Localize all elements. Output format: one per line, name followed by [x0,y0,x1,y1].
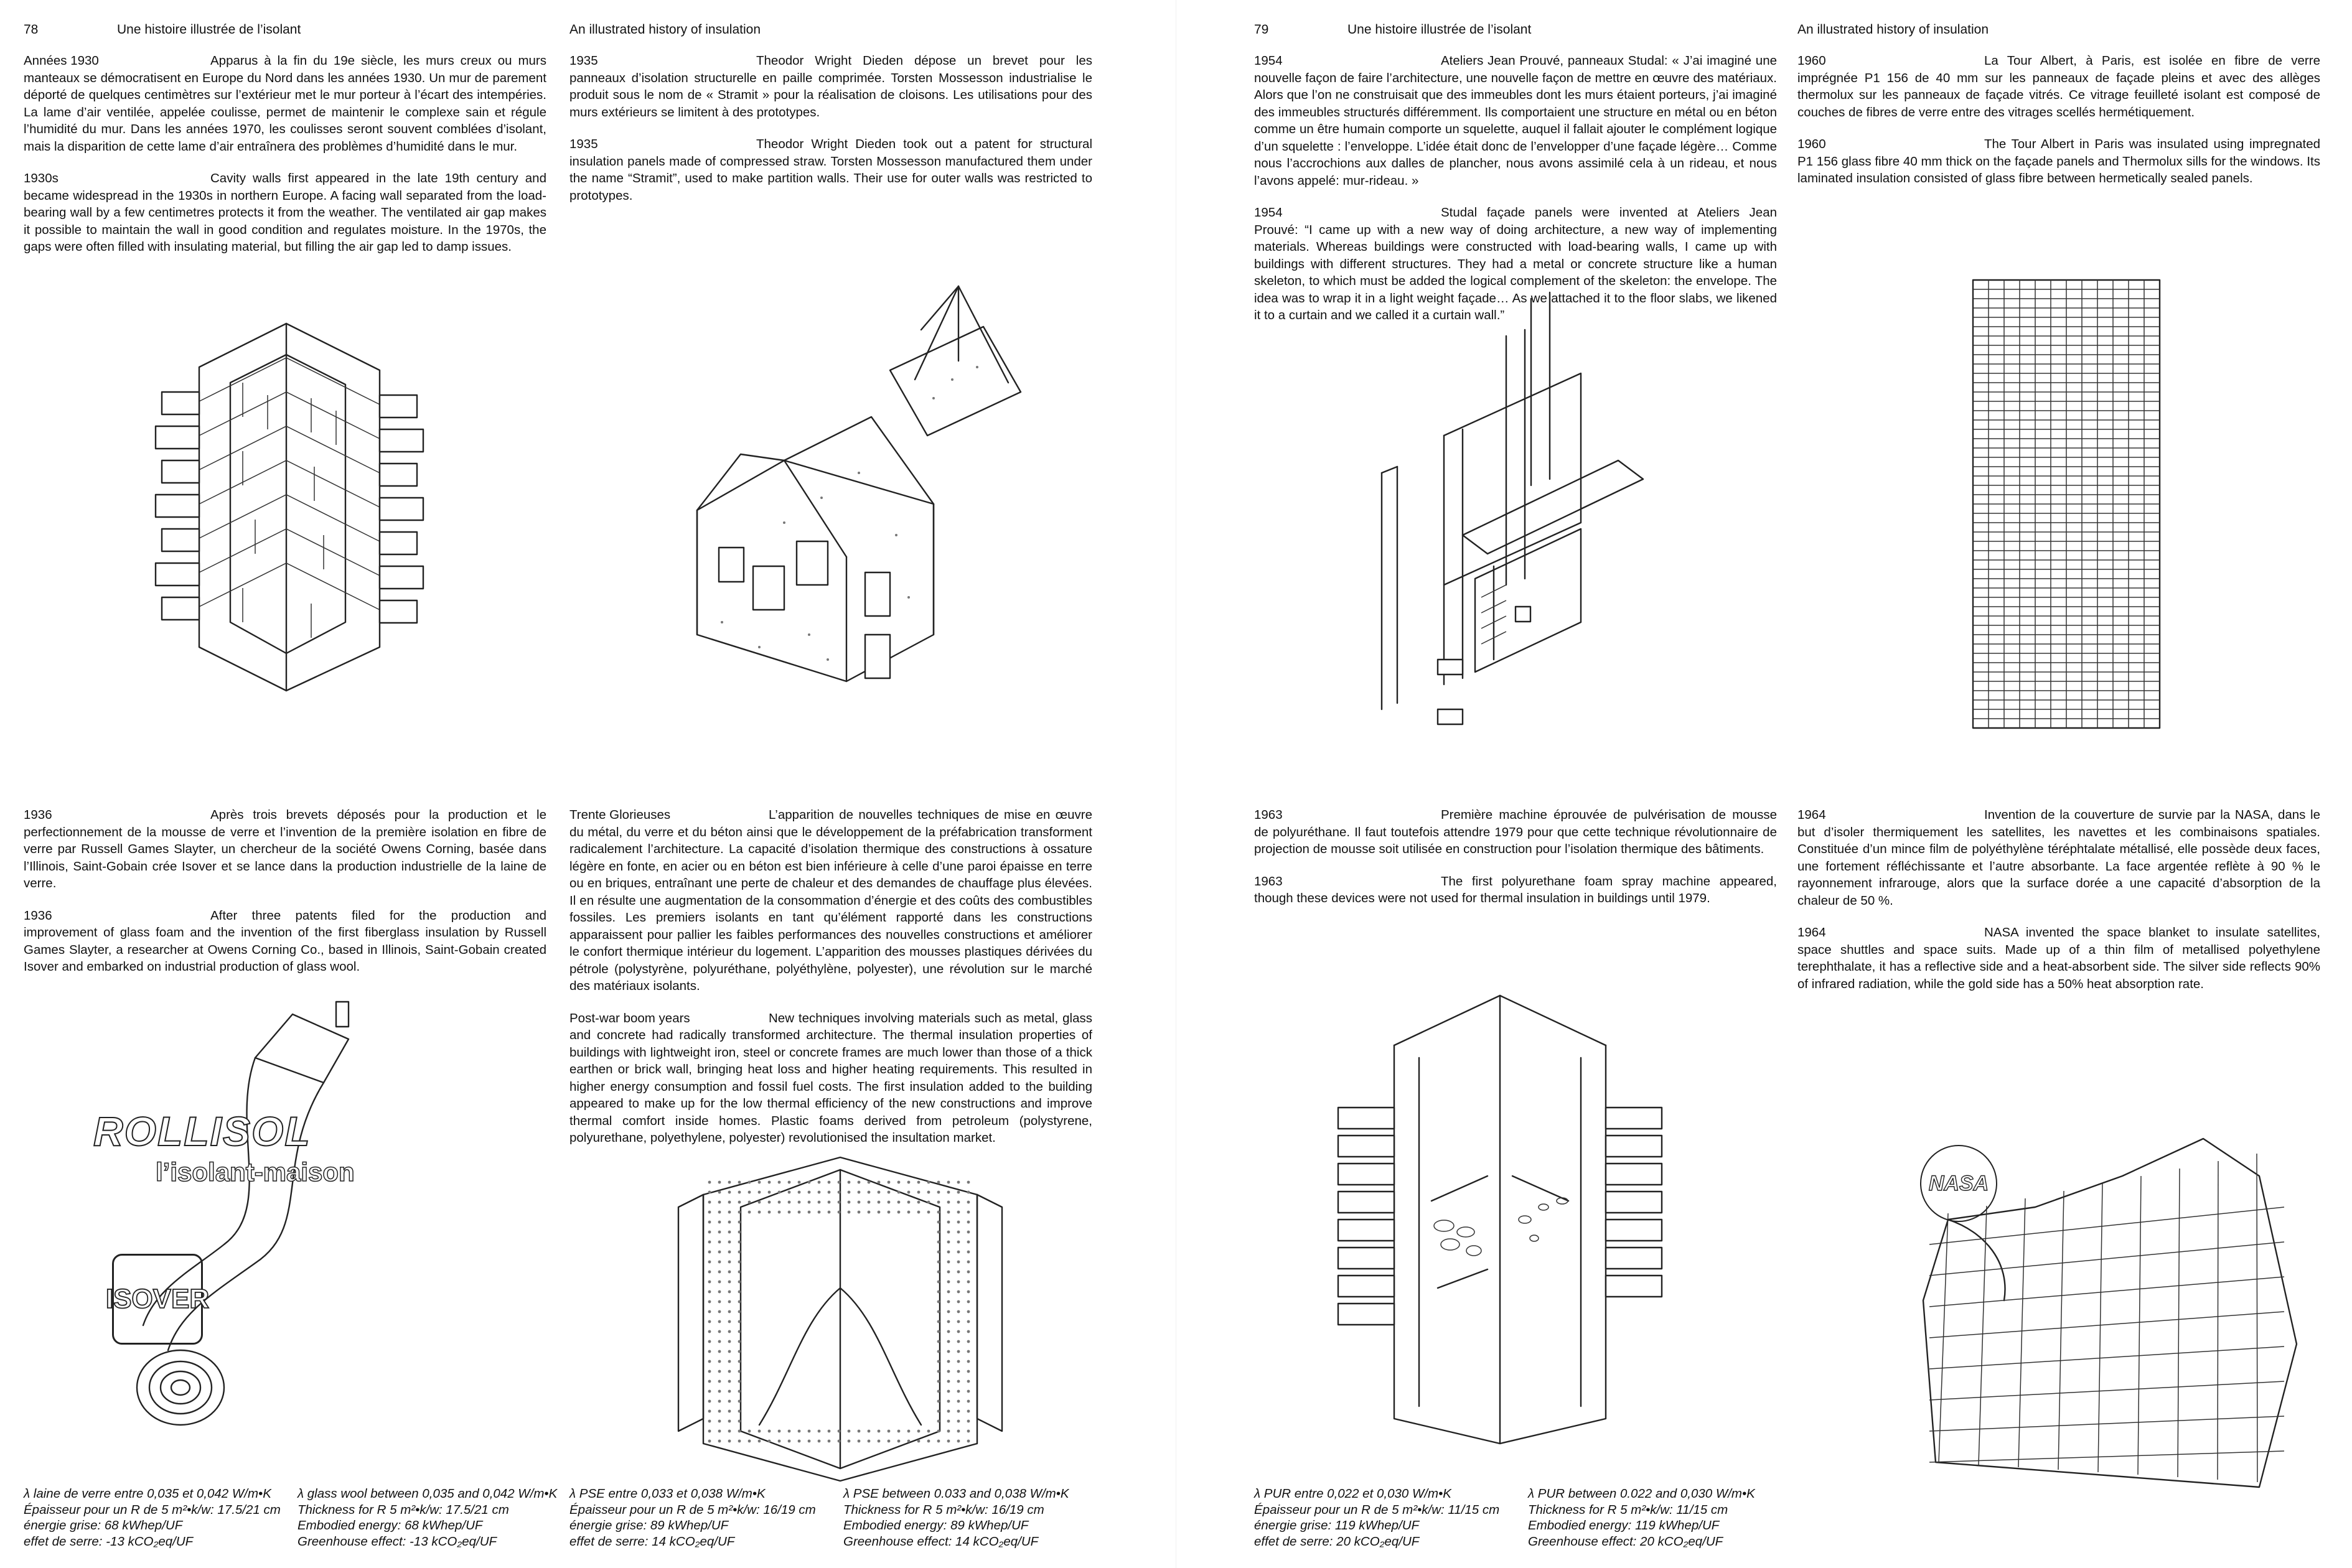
entry-year: Post-war boom years [569,1010,690,1025]
entry-en [24,170,546,256]
entry-year: 1954 [1254,205,1283,220]
text-column-1936 [24,806,546,991]
entry-year: 1960 [1797,54,1826,68]
entry-fr [1254,52,1777,189]
footnote-glass-wool-en [298,1486,559,1549]
footnote-pur-fr [1254,1486,1516,1549]
entry-year: 1930s [24,171,59,185]
entry-en [1797,136,2320,187]
nasa-logo: NASA [1928,1171,1989,1195]
nasa-logo-badge [1920,1145,1997,1222]
entry-en [569,136,1092,204]
entry-text: Invention de la couverture de survie par la NASA, dans le but d’isoler thermiquement les satellites, les navettes et les combinaisons spatiales. Constituée d’un mince film de polyéthylène téréphtalate métallisé, elle possède deux faces, une fortement réfléchissante et l’autre absorbante. La face argentée reflète à 90 % le rayonnement infrarouge, alors que la surface dorée a une capacité d’absorption de la chaleur de 50 %. [1797,808,2320,908]
footnote-line: λ PUR between 0.022 and 0,030 W/m•K [1528,1486,1755,1501]
footnote-glass-wool-fr [24,1486,285,1549]
footnote-line: λ PUR entre 0,022 et 0,030 W/m•K [1254,1486,1451,1501]
entry-fr [569,806,1092,995]
entry-text: Cavity walls first appeared in the late 19th century and became widespread in the 1930s in northern Europe. A facing wall separated from the load-bearing wall by a few centimetres protects it from the weather. The ventilated air gap makes it possible to maintain the wall in good condition and regulates moisture. In the 1970s, the gaps were often filled with insulating material, but filling the air gap led to damp issues. [24,171,546,254]
text-column-1935 [569,52,1092,219]
entry-year: 1954 [1254,54,1283,68]
footnote-line: Épaisseur pour un R de 5 m²•k/w: 16/19 cm [569,1502,816,1517]
entry-fr [24,806,546,892]
cavity-wall-illustration [100,299,473,709]
entry-text: Theodor Wright Dieden dépose un brevet pour les panneaux d’isolation structurelle en paille comprimée. Torsten Mossesson industrialise le produit sous le nom de « Stramit » pour la réalisation de cloisons. Les utilisations pour des murs extérieurs se limitent à des prototypes. [569,54,1092,119]
footnote-line: effet de serre: 20 kCO₂eq/UF [1254,1534,1420,1549]
entry-year: 1963 [1254,808,1283,822]
entry-text: Après trois brevets déposés pour la production et le perfectionnement de la mousse de verre et l’invention de la première isolation en fibre de verre par Russell Games Slayter, un chercheur de la société Owens Corning, basée dans l’Illinois, Saint-Gobain crée Isover et se lance dans la production industrielle de la laine de verre. [24,808,546,890]
footnote-line: Embodied energy: 119 kWhep/UF [1528,1518,1720,1533]
footnote-line: λ PSE between 0.033 and 0,038 W/m•K [843,1486,1069,1501]
footnote-line: λ glass wool between 0,035 and 0,042 W/m•K [298,1486,558,1501]
entry-fr [569,52,1092,121]
entry-text: NASA invented the space blanket to insulate satellites, space shuttles and space suits. Made up of a thin film of metallised polyethylene terephthalate, it has a reflective side and a heat-absorbent side. The silver side reflects 90% of infrared radiation, while the gold side has a 50% heat absorption rate. [1797,925,2320,991]
text-column-1964 [1797,806,2320,1007]
running-title-en-right: An illustrated history of insulation [1797,22,1989,37]
entry-year: 1936 [24,808,52,822]
entry-text: Apparus à la fin du 19e siècle, les murs creux ou murs manteaux se démocratisent en Europe du Nord dans les années 1930. Un mur de parement déporté de quelques centimètres sur l’extérieur met le mur porteur à l’écart des intempéries. La lame d’air ventilée, appelée coulisse, permet de maintenir le complexe sain et régule l’humidité du mur. Dans les années 1970, les coulisses seront souvent comblées d’isolant, mais la disparition de cette lame d’air entraînera des problèmes d’humidité dans le mur. [24,54,546,154]
entry-fr [24,52,546,155]
footnote-line: Embodied energy: 89 kWhep/UF [843,1518,1029,1533]
pur-wall-illustration [1313,996,1687,1444]
running-title-en-left: An illustrated history of insulation [569,22,761,37]
text-column-1930s [24,52,546,271]
text-column-1963 [1254,806,1777,922]
entry-text: The Tour Albert in Paris was insulated using impregnated P1 156 glass fibre 40 mm thick on the façade panels and Thermolux sills for the windows. Its laminated insulation consisted of glass fibre between hermetically sealed panels. [1797,137,2320,185]
footnote-line: effet de serre: -13 kCO₂eq/UF [24,1534,194,1549]
footnote-line: Thickness for R 5 m²•k/w: 17.5/21 cm [298,1502,509,1517]
curtain-wall-illustration [1344,274,1693,722]
footnote-pur-en [1528,1486,1789,1549]
entry-en [1797,924,2320,992]
entry-year: Années 1930 [24,54,99,68]
pse-corner-illustration [666,1157,1014,1481]
footnote-line: Greenhouse effect: 14 kCO₂eq/UF [843,1534,1039,1549]
entry-text: After three patents filed for the production and improvement of glass foam and the invention of the first fiberglass insulation by Russell Games Slayter, a researcher at Owens Corning Co., based in Illinois, Saint-Gobain created Isover and embarked on industrial production of glass wool. [24,908,546,974]
entry-text: New techniques involving materials such as metal, glass and concrete had radically transformed architecture. The thermal insulation properties of buildings with lightweight iron, steel or concrete frames are much lower than those of a thick earthen or brick wall, bringing heat loss and higher heating requirements. This resulted in higher energy consumption and fossil fuel costs. The first insulation added to the building appeared to make up for the low thermal efficiency of the new constructions and improve thermal comfort inside homes. Plastic foams derived from petroleum (polystyrene, polyurethane, polyethylene, polyester) revolutionised the insultation market. [569,1010,1092,1145]
entry-en [24,907,546,976]
entry-fr [1254,806,1777,858]
isover-badge [105,1254,210,1345]
entry-text: L’apparition de nouvelles techniques de mise en œuvre du métal, du verre et du béton ainsi que le développement de la préfabrication transforment radicalement l’architecture. La capacité d’isolation thermique des constructions à ossature légère en fonte, en acier ou en béton est bien inférieure à celle d’une paroi épaisse en terre ou en briques, entraînant une perte de chaleur et des demandes de chauffage plus élevées. Il en résulte une augmentation de la consommation d’énergie et des coûts des combustibles fossiles. Les premiers isolants en tant qu’élément rapporté dans les constructions apparaissent pour pallier les faibles performances des nouvelles constructions et améliorer le confort thermique intérieur du logement. L’apparition des mousses plastiques dérivées du pétrole (polystyrène, polyuréthane, polyéthylène, polyester), une révolution sur le marché des matériaux isolants. [569,808,1092,993]
running-title-fr-left: Une histoire illustrée de l’isolant [117,22,301,37]
entry-year: 1935 [569,137,598,151]
page-number-left: 78 [24,22,39,37]
glass-wool-roll-illustration [87,1002,361,1437]
footnote-line: Épaisseur pour un R de 5 m²•k/w: 17.5/21 cm [24,1502,281,1517]
footnote-pse-fr [569,1486,831,1549]
entry-en [569,1010,1092,1147]
entry-fr [1797,52,2320,121]
footnote-line: Épaisseur pour un R de 5 m²•k/w: 11/15 cm [1254,1502,1500,1517]
entry-year: 1963 [1254,874,1283,889]
footnote-line: Embodied energy: 68 kWhep/UF [298,1518,483,1533]
entry-text: La Tour Albert, à Paris, est isolée en fibre de verre imprégnée P1 156 de 40 mm sur les panneaux de façade pleins et avec des allèges thermolux sur les panneaux de façade vitrés. Ce vitrage feuilleté isolant est composé de couches de fibres de verre entre des vitrages scellés hermétiquement. [1797,54,2320,119]
rollisol-tagline: l’isolant-maison [156,1157,355,1187]
footnote-line: énergie grise: 119 kWhep/UF [1254,1518,1420,1533]
footnote-line: Thickness for R 5 m²•k/w: 16/19 cm [843,1502,1044,1517]
text-column-1960 [1797,52,2320,202]
entry-text: Studal façade panels were invented at Ateliers Jean Prouvé: “I came up with a new way of doing architecture, a new way of implementing materials. Whereas buildings were constructed with load-bearing walls, I came up with buildings with different structures. They had a metal or concrete structure like a human skeleton, to which must be added the logical complement of the skeleton: the envelope. The idea was to wrap it in a light weight façade… As we attached it to the floor slabs, we likened it to a curtain and we called it a curtain wall.” [1254,205,1777,322]
entry-year: 1964 [1797,925,1826,940]
footnote-line: λ laine de verre entre 0,035 et 0,042 W/m•K [24,1486,271,1501]
entry-year: 1960 [1797,137,1826,151]
footnote-line: énergie grise: 68 kWhep/UF [24,1518,183,1533]
footnote-pse-en [843,1486,1105,1549]
entry-text: Theodor Wright Dieden took out a patent for structural insulation panels made of compressed straw. Torsten Mossesson manufactured them under the name “Stramit”, used to make partition walls. Their use for outer walls was restricted to prototypes. [569,137,1092,203]
footnote-line: λ PSE entre 0,033 et 0,038 W/m•K [569,1486,766,1501]
tour-albert-illustration [1961,280,2172,728]
rollisol-logo: ROLLISOL [93,1108,311,1154]
entry-text: Première machine éprouvée de pulvérisation de mousse de polyuréthane. Il faut toutefois attendre 1979 pour que cette technique révolutionnaire de projection de mousse soit utilisée en construction pour l’isolation thermique des bâtiments. [1254,808,1777,856]
footnote-line: effet de serre: 14 kCO₂eq/UF [569,1534,735,1549]
entry-fr [1797,806,2320,909]
entry-year: 1936 [24,908,52,923]
entry-year: 1964 [1797,808,1826,822]
text-column-postwar [569,806,1092,1162]
entry-text: The first polyurethane foam spray machine appeared, though these devices were not used for thermal insulation in buildings until 1979. [1254,874,1777,905]
isover-logo: ISOVER [105,1284,210,1314]
footnote-line: Thickness for R 5 m²•k/w: 11/15 cm [1528,1502,1728,1517]
entry-text: Ateliers Jean Prouvé, panneaux Studal: « J’ai imaginé une nouvelle façon de faire l’architecture, une nouvelle façon de mettre en œuvre des matériaux. Alors que l’on ne construisait que des immeubles dont les murs étaient porteurs, j’ai imaginé des immeubles structurés différemment. Ils comportaient une structure en métal ou en béton comme un être humain comporte un squelette, auquel il fallait ajouter le complément logique d’un squelette : l’enveloppe. L’idée était donc de l’envelopper d’une façade légère… Comme nous l’accrochions aux dalles de plancher, nous avons assimilé cela à un rideau, et nous l’avons appelé: mur-rideau. » [1254,54,1777,188]
running-title-fr-right: Une histoire illustrée de l’isolant [1347,22,1532,37]
entry-year: Trente Glorieuses [569,808,671,822]
entry-en [1254,873,1777,907]
footnote-line: énergie grise: 89 kWhep/UF [569,1518,729,1533]
footnote-line: Greenhouse effect: 20 kCO₂eq/UF [1528,1534,1723,1549]
footnote-line: Greenhouse effect: -13 kCO₂eq/UF [298,1534,497,1549]
entry-year: 1935 [569,54,598,68]
page-number-right: 79 [1254,22,1269,37]
stramit-house-illustration [660,274,1033,697]
